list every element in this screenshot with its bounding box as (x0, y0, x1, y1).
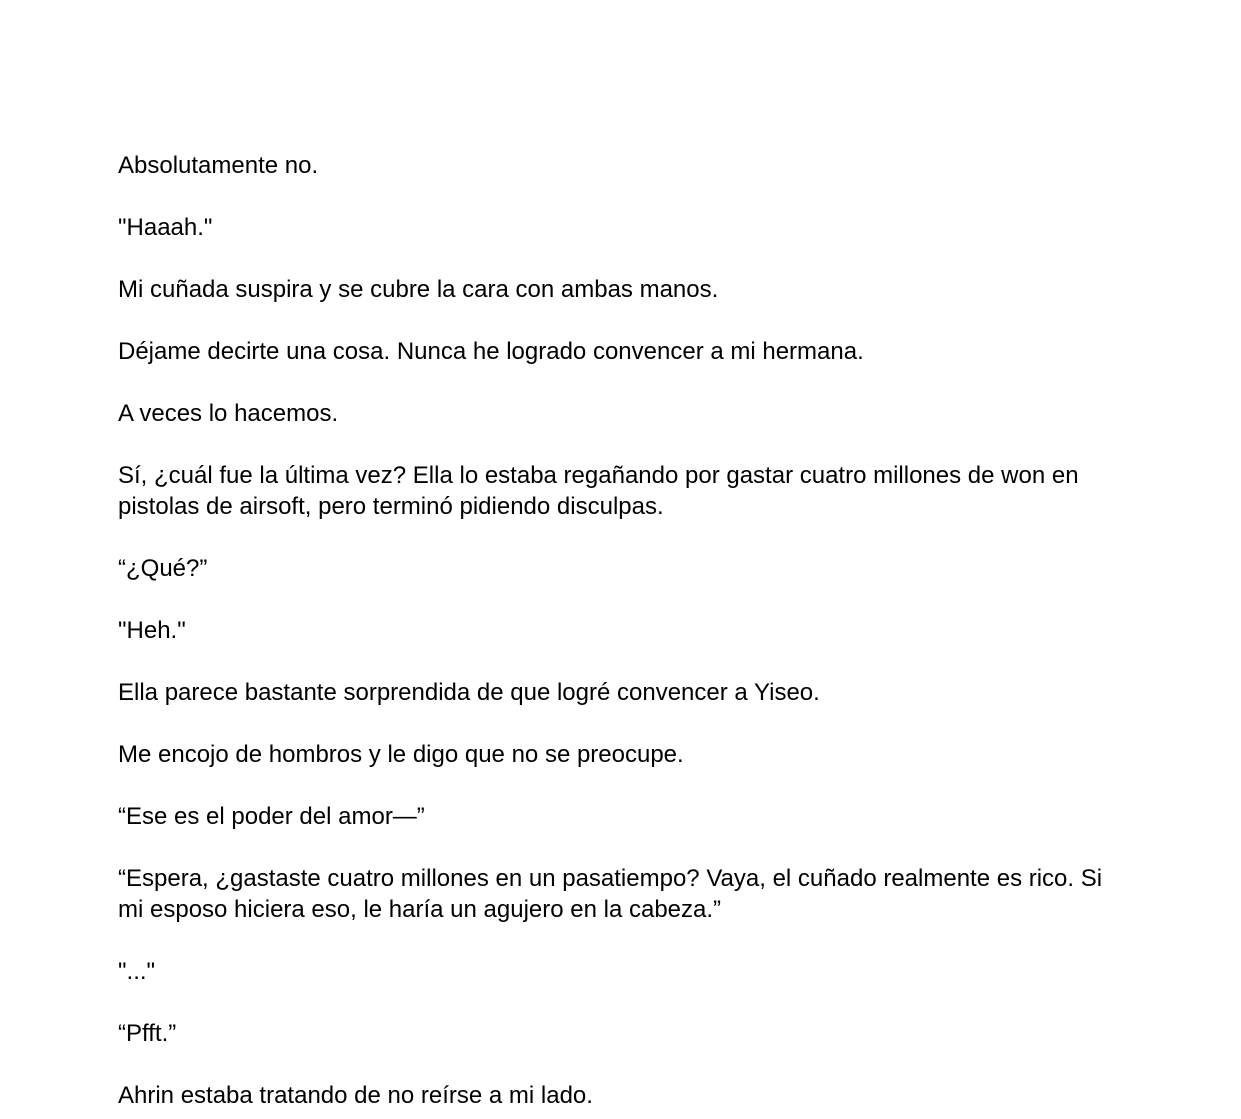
paragraph: A veces lo hacemos. (118, 400, 339, 427)
paragraph: Mi cuñada suspira y se cubre la cara con ambas manos. (118, 276, 719, 303)
paragraph: Absolutamente no. (118, 152, 319, 179)
document-body (118, 150, 1118, 1119)
paragraph: Ella parece bastante sorprendida de que logré convencer a Yiseo. (118, 679, 820, 706)
paragraph: “¿Qué?” (118, 555, 208, 582)
paragraph: “Pfft.” (118, 1020, 177, 1047)
paragraph: Sí, ¿cuál fue la última vez? Ella lo estaba regañando por gastar cuatro millones de won en pistolas de airsoft, pero terminó pidiendo disculpas. (118, 462, 1079, 520)
paragraph: Déjame decirte una cosa. Nunca he logrado convencer a mi hermana. (118, 338, 864, 365)
paragraph: “Espera, ¿gastaste cuatro millones en un pasatiempo? Vaya, el cuñado realmente es rico. Si mi esposo hiciera eso, le haría un agujero en la cabeza.” (118, 865, 1103, 923)
paragraph: "Heh." (118, 617, 186, 644)
paragraph: Me encojo de hombros y le digo que no se preocupe. (118, 741, 684, 768)
paragraph: "Haaah." (118, 214, 213, 241)
paragraph: "..." (118, 958, 156, 985)
paragraph: “Ese es el poder del amor—” (118, 803, 425, 830)
paragraph: Ahrin estaba tratando de no reírse a mi lado. (118, 1082, 593, 1109)
